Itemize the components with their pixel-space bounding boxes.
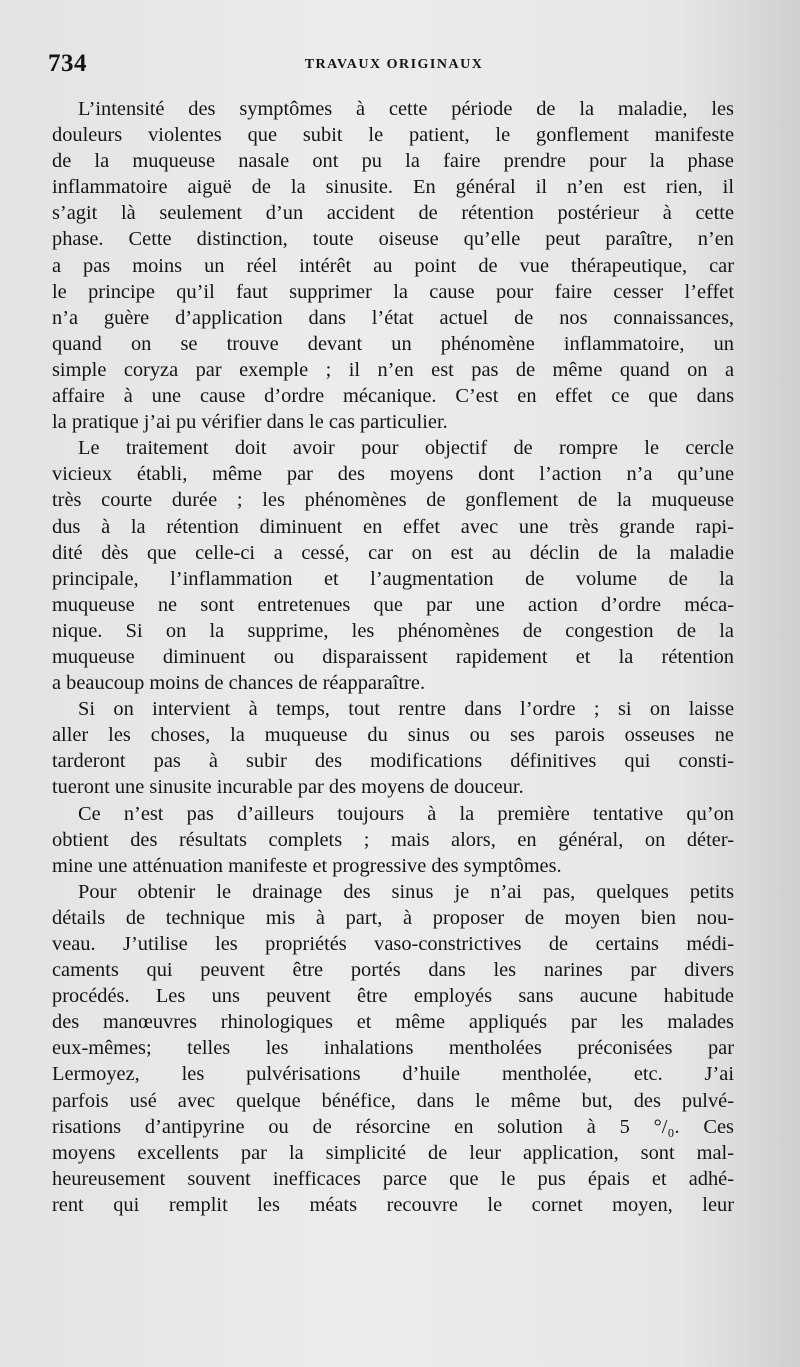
- text-line: n’a guère d’application dans l’état actuel de nos connaissances,: [52, 306, 734, 329]
- text-line: le principe qu’il faut supprimer la cause pour faire cesser l’effet: [52, 280, 734, 303]
- text-line: eux-mêmes; telles les inhalations mentholées préconisées par: [52, 1037, 734, 1060]
- text-line: veau. J’utilise les propriétés vaso-constrictives de certains médi-: [52, 933, 734, 955]
- paragraph: [52, 801, 734, 879]
- text-line: a beaucoup moins de chances de réapparaître.: [52, 672, 426, 695]
- text-line: s’agit là seulement d’un accident de rétention postérieur à cette: [52, 202, 734, 225]
- page-header: [48, 50, 740, 80]
- text-line: détails de technique mis à part, à proposer de moyen bien nou-: [52, 906, 734, 929]
- text-line: L’intensité des symptômes à cette période de la maladie, les: [78, 98, 734, 120]
- paragraph: [52, 879, 734, 1218]
- paragraph: [52, 435, 734, 696]
- text-line: Lermoyez, les pulvérisations d’huile mentholée, etc. J’ai: [52, 1063, 734, 1086]
- text-line: tarderont pas à subir des modifications définitives qui consti-: [52, 750, 734, 773]
- text-line: parfois usé avec quelque bénéfice, dans le même but, des pulvé-: [52, 1089, 734, 1112]
- text-line: muqueuse diminuent ou disparaissent rapidement et la rétention: [52, 645, 734, 668]
- text-line: de la muqueuse nasale ont pu la faire prendre pour la phase: [52, 150, 734, 173]
- text-line: mine une atténuation manifeste et progressive des symptômes.: [52, 854, 562, 877]
- text-line: des manœuvres rhinologiques et même appliqués par les malades: [52, 1011, 734, 1034]
- text-line: procédés. Les uns peuvent être employés sans aucune habitude: [52, 985, 734, 1008]
- text-line: phase. Cette distinction, toute oiseuse qu’elle peut paraître, n’en: [52, 228, 734, 251]
- text-line: nique. Si on la supprime, les phénomènes de congestion de la: [52, 619, 734, 642]
- text-line: a pas moins un réel intérêt au point de vue thérapeutique, car: [52, 254, 734, 277]
- paragraph: [52, 696, 734, 800]
- text-line: aller les choses, la muqueuse du sinus ou ses parois osseuses ne: [52, 724, 734, 747]
- page-number: 734: [48, 50, 87, 77]
- text-line: très courte durée ; les phénomènes de gonflement de la muqueuse: [52, 489, 734, 512]
- text-line: inflammatoire aiguë de la sinusite. En général il n’en est rien, il: [52, 176, 734, 199]
- text-line: vicieux établi, même par des moyens dont l’action n’a qu’une: [52, 463, 734, 486]
- body-text: [52, 96, 734, 1218]
- text-line: douleurs violentes que subit le patient, le gonflement manifeste: [52, 124, 734, 147]
- text-line: tueront une sinusite incurable par des moyens de douceur.: [52, 776, 524, 799]
- text-line: la pratique j’ai pu vérifier dans le cas particulier.: [52, 411, 448, 434]
- text-line: caments qui peuvent être portés dans les narines par divers: [52, 959, 734, 982]
- text-line: principale, l’inflammation et l’augmentation de volume de la: [52, 567, 734, 590]
- text-line: dus à la rétention diminuent en effet avec une très grande rapi-: [52, 515, 734, 538]
- text-line: Si on intervient à temps, tout rentre dans l’ordre ; si on laisse: [78, 698, 734, 721]
- text-line: simple coryza par exemple ; il n’en est pas de même quand on a: [52, 358, 734, 381]
- text-line: quand on se trouve devant un phénomène inflammatoire, un: [52, 332, 734, 355]
- paragraph: [52, 96, 734, 435]
- text-line: Ce n’est pas d’ailleurs toujours à la première tentative qu’on: [78, 802, 734, 825]
- text-line: moyens excellents par la simplicité de leur application, sont mal-: [52, 1141, 734, 1164]
- text-line: obtient des résultats complets ; mais alors, en général, on déter-: [52, 828, 734, 851]
- text-line: muqueuse ne sont entretenues que par une action d’ordre méca-: [52, 593, 734, 616]
- text-line: Pour obtenir le drainage des sinus je n’ai pas, quelques petits: [78, 880, 734, 903]
- text-line: dité dès que celle-ci a cessé, car on est au déclin de la maladie: [52, 541, 734, 564]
- text-line: Le traitement doit avoir pour objectif de rompre le cercle: [78, 437, 734, 460]
- text-line: rent qui remplit les méats recouvre le cornet moyen, leur: [52, 1193, 734, 1216]
- running-title: TRAVAUX ORIGINAUX: [304, 57, 484, 72]
- text-line: affaire à une cause d’ordre mécanique. C’est en effet ce que dans: [52, 385, 734, 408]
- text-line: risations d’antipyrine ou de résorcine en solution à 5 °/₀. Ces: [52, 1115, 734, 1138]
- text-line: heureusement souvent inefficaces parce que le pus épais et adhé-: [52, 1167, 734, 1190]
